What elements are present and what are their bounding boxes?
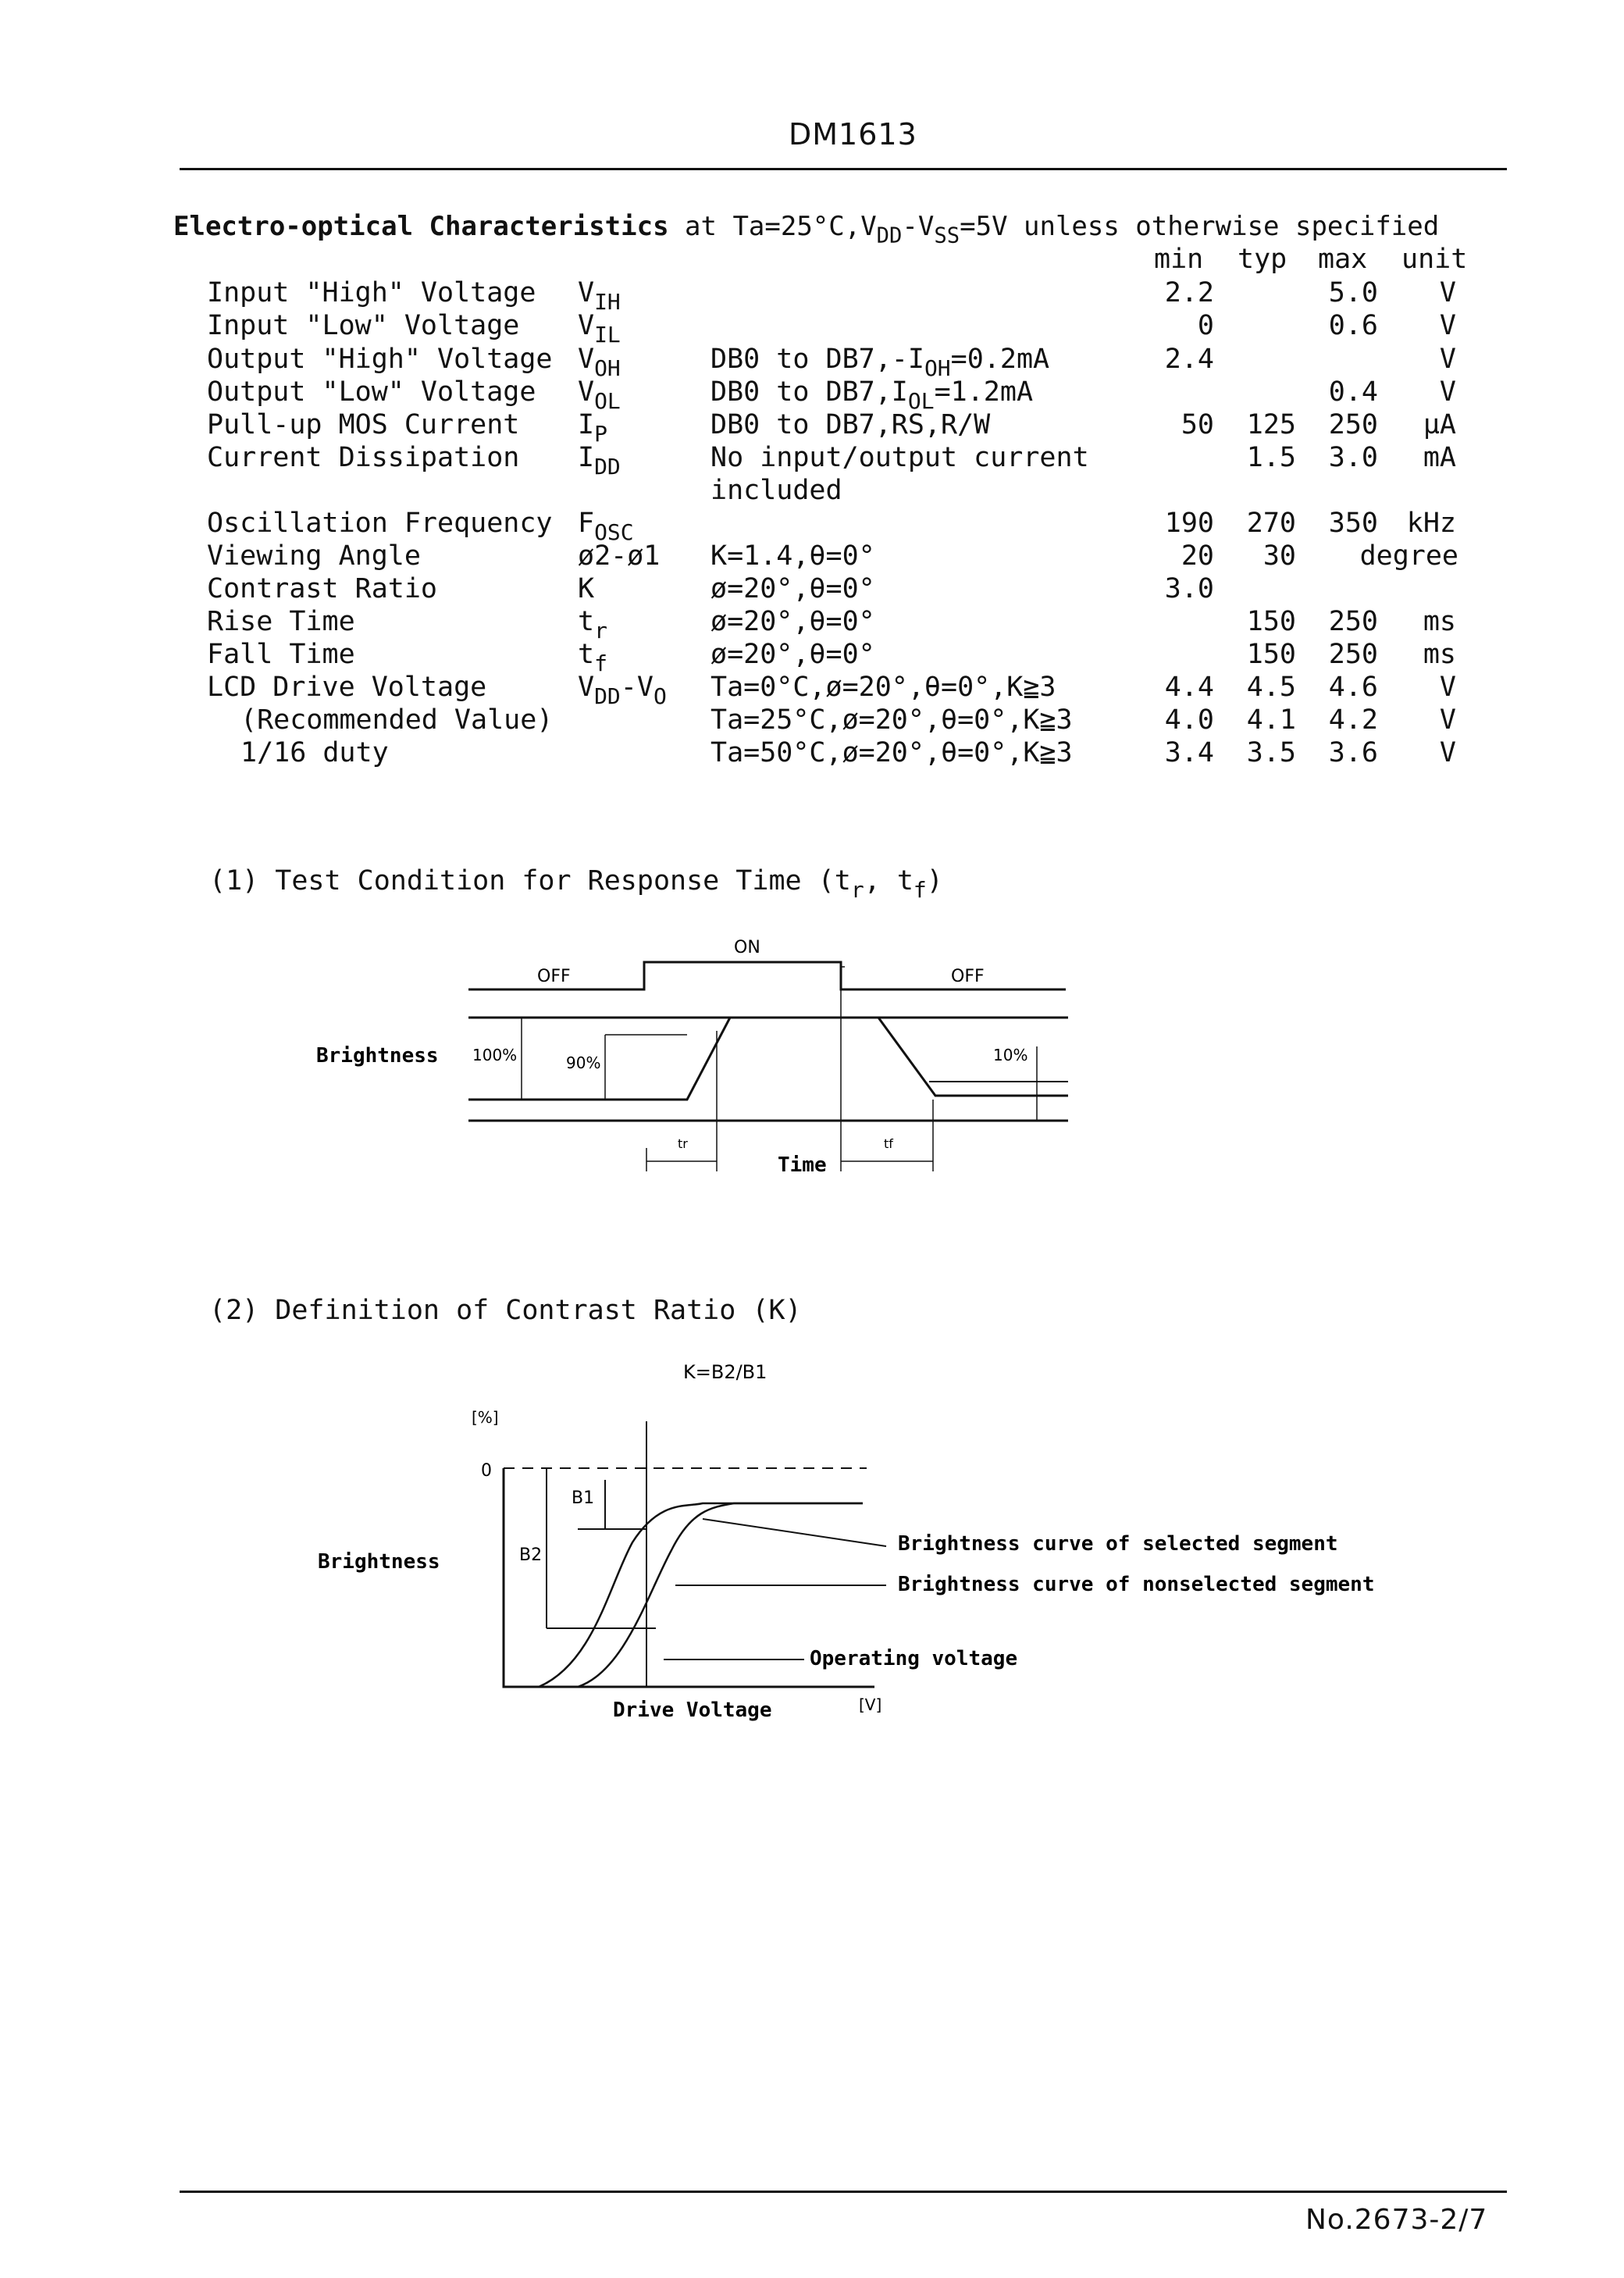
symbol: ø2-ø1 [578, 540, 661, 572]
max-value: 3.6 [1328, 737, 1378, 768]
param-label: Pull-up MOS Current [207, 409, 520, 440]
tr-label: tr [678, 1136, 688, 1151]
b1-label: B1 [572, 1488, 595, 1508]
condition: ø=20°,θ=0° [710, 639, 875, 670]
nonselected-label: Brightness curve of nonselected segment [898, 1573, 1375, 1596]
brightness-label-2: Brightness [318, 1550, 440, 1574]
typ-value: 3.5 [1246, 737, 1296, 768]
part-number: DM1613 [789, 117, 917, 152]
condition: Ta=50°C,ø=20°,θ=0°,K≧3 [710, 737, 1073, 768]
typ-value: 4.5 [1246, 672, 1296, 703]
contrast-heading: (2) Definition of Contrast Ratio (K) [209, 1295, 802, 1326]
on-label: ON [734, 938, 760, 957]
max-value: 4.6 [1328, 672, 1378, 703]
param-label: Rise Time [207, 606, 355, 637]
pct90-label: 90% [566, 1053, 601, 1072]
unit: V [1439, 704, 1456, 736]
title-sub1: DD [876, 223, 903, 248]
rt-heading-sub1: r [850, 876, 864, 903]
typ-value: 150 [1246, 606, 1296, 637]
unit: V [1439, 344, 1456, 375]
unit: V [1439, 672, 1456, 703]
param-label: Viewing Angle [207, 540, 421, 572]
max-value: 3.0 [1328, 442, 1378, 473]
max-value: 0.6 [1328, 310, 1378, 341]
rt-heading-mid: , t [864, 865, 914, 897]
condition-line2: included [710, 475, 842, 506]
title-end: =5V unless otherwise specified [960, 211, 1440, 242]
symbol: $V_{DD}-V_O$ [578, 672, 667, 709]
max-value: 350 [1328, 508, 1378, 539]
min-value: 3.4 [1164, 737, 1214, 768]
typ-value: 1.5 [1246, 442, 1296, 473]
title-mid: -V [902, 211, 935, 242]
param-label: Output "High" Voltage [207, 344, 553, 375]
symbol: $F_{OSC}$ [578, 508, 634, 545]
condition: DB0 to $DB7,-I_{OH}=0.2mA$ [710, 344, 1050, 381]
symbol: $I_{DD}$ [578, 442, 621, 479]
min-value: 3.0 [1164, 573, 1214, 604]
tf-label: tf [884, 1136, 893, 1151]
max-value: 250 [1328, 606, 1378, 637]
max-value: 0.4 [1328, 376, 1378, 408]
formula: K=B2/B1 [683, 1361, 767, 1383]
unit: V [1439, 310, 1456, 341]
symbol: $V_{OH}$ [578, 344, 621, 381]
operating-label: Operating voltage [810, 1647, 1018, 1670]
title-bold: Electro-optical Characteristics [173, 211, 669, 242]
brightness-label-1: Brightness [316, 1044, 439, 1068]
symbol: $t_f$ [578, 639, 607, 676]
unit: ms [1423, 639, 1456, 670]
min-value: 2.2 [1164, 277, 1214, 308]
brightness-waveform [468, 1018, 1068, 1100]
col-typ: typ [1238, 244, 1287, 275]
symbol: $V_{IL}$ [578, 310, 621, 348]
zero-label: 0 [481, 1461, 492, 1481]
condition: No input/output current [710, 442, 1089, 473]
param-label: 1/16 duty [240, 737, 389, 768]
min-value: 4.4 [1164, 672, 1214, 703]
condition: ø=20°,θ=0° [710, 606, 875, 637]
max-value: 250 [1328, 639, 1378, 670]
max-value: 4.2 [1328, 704, 1378, 736]
min-value: 0 [1197, 310, 1214, 341]
off-right-label: OFF [951, 967, 985, 986]
unit: degree [1359, 540, 1458, 572]
condition: Ta=25°C,ø=20°,θ=0°,K≧3 [710, 704, 1073, 736]
col-max: max [1318, 244, 1368, 275]
title-sub2: SS [934, 223, 960, 248]
min-value: 50 [1181, 409, 1214, 440]
y-unit: [%] [472, 1408, 499, 1427]
min-value: 4.0 [1164, 704, 1214, 736]
unit: mA [1423, 442, 1456, 473]
param-label: LCD Drive Voltage [207, 672, 487, 703]
page-number: No.2673-2/7 [1305, 2204, 1488, 2236]
col-min: min [1154, 244, 1204, 275]
pct10-label: 10% [993, 1046, 1028, 1064]
pct100-label: 100% [472, 1046, 518, 1064]
rt-heading-end: ) [926, 865, 943, 897]
unit: V [1439, 737, 1456, 768]
footer-rule [180, 2191, 1507, 2193]
unit: V [1439, 277, 1456, 308]
param-label: (Recommended Value) [240, 704, 554, 736]
condition: DB0 to DB7,RS,R/W [710, 409, 991, 440]
condition: ø=20°,θ=0° [710, 573, 875, 604]
symbol: $V_{IH}$ [578, 277, 621, 315]
param-label: Oscillation Frequency [207, 508, 553, 539]
unit: V [1439, 376, 1456, 408]
symbol: $t_r$ [578, 606, 607, 643]
typ-value: 270 [1246, 508, 1296, 539]
b2-label: B2 [519, 1545, 543, 1565]
typ-value: 4.1 [1246, 704, 1296, 736]
min-value: 190 [1164, 508, 1214, 539]
symbol: $V_{OL}$ [578, 376, 621, 414]
max-value: 5.0 [1328, 277, 1378, 308]
param-label: Contrast Ratio [207, 573, 438, 604]
param-label: Input "Low" Voltage [207, 310, 520, 341]
typ-value: 150 [1246, 639, 1296, 670]
unit: µA [1423, 409, 1456, 440]
rt-heading-a: (1) Test Condition for Response Time (t [209, 865, 851, 897]
param-label: Current Dissipation [207, 442, 520, 473]
symbol: K [578, 573, 595, 604]
typ-value: 125 [1246, 409, 1296, 440]
x-label: Drive Voltage [613, 1699, 772, 1722]
time-label: Time [778, 1153, 827, 1177]
off-left-label: OFF [537, 967, 571, 986]
unit: ms [1423, 606, 1456, 637]
x-unit: [V] [859, 1695, 882, 1714]
param-label: Input "High" Voltage [207, 277, 536, 308]
condition: K=1.4,θ=0° [710, 540, 875, 572]
rt-heading-sub2: f [913, 876, 927, 903]
param-label: Fall Time [207, 639, 355, 670]
condition: DB0 to $DB7,I_{OL}=1.2mA$ [710, 376, 1034, 414]
min-value: 2.4 [1164, 344, 1214, 375]
condition: Ta=0°C,ø=20°,θ=0°,K≧3 [710, 672, 1056, 703]
min-value: 20 [1181, 540, 1214, 572]
symbol: $I_P$ [578, 409, 607, 447]
unit: kHz [1406, 508, 1456, 539]
title-rest: at Ta=25°C,V [668, 211, 877, 242]
param-label: Output "Low" Voltage [207, 376, 536, 408]
selected-label: Brightness curve of selected segment [898, 1532, 1338, 1556]
max-value: 250 [1328, 409, 1378, 440]
col-unit: unit [1401, 244, 1468, 275]
typ-value: 30 [1263, 540, 1296, 572]
